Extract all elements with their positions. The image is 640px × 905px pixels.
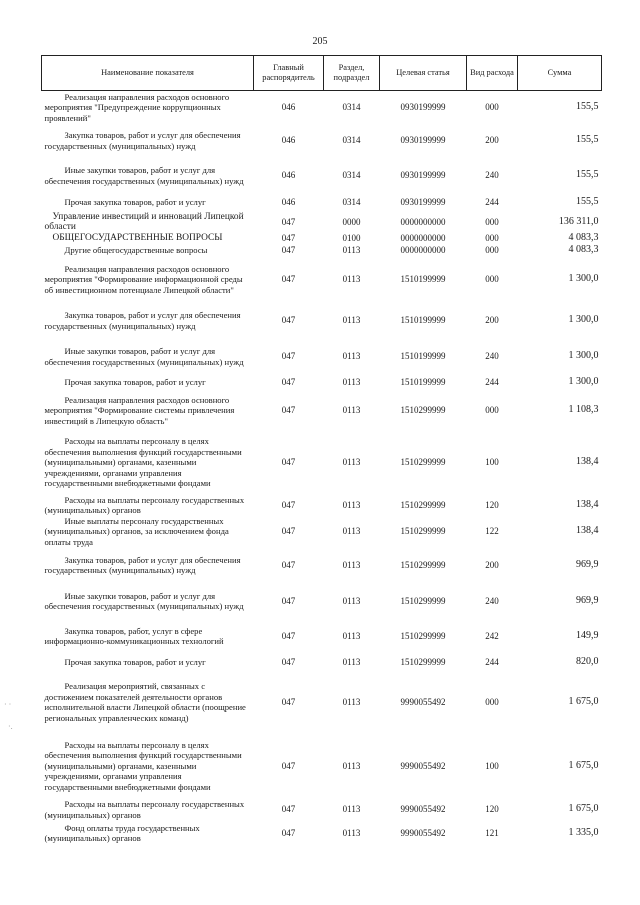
row-target-code: 0000000000	[400, 233, 446, 244]
row-section-code: 0113	[342, 315, 361, 326]
row-sum: 1 675,0	[568, 759, 599, 771]
row-admin-code: 047	[281, 526, 296, 536]
header-admin: Главный распорядитель	[254, 56, 324, 91]
row-sum: 969,9	[576, 558, 599, 570]
row-name: Реализация направления расходов основного мероприятия "Предупреждение коррупционных проявлений"	[44, 91, 230, 123]
row-admin-code: 047	[281, 656, 296, 667]
table-row	[42, 583, 602, 619]
table-row	[42, 245, 602, 257]
row-section-code: 0113	[342, 274, 361, 285]
row-admin-code: 047	[281, 216, 296, 227]
row-name: Прочая закупка товаров, работ и услуг	[64, 377, 206, 388]
row-section-code: 0113	[342, 696, 361, 707]
row-sum: 155,5	[576, 134, 599, 146]
row-target-code: 0930199999	[400, 135, 446, 146]
row-admin-code: 047	[281, 233, 296, 244]
row-target-code: 1510299999	[400, 630, 446, 641]
row-name: Расходы на выплаты персоналу в целях обеспечения выполнения функций государственными (муниципальными) органами, казенными учреждениями, органами управления государственными внебюджетными фондами	[44, 739, 242, 792]
table-row	[42, 431, 602, 495]
row-target-code: 1510199999	[400, 315, 446, 326]
row-target-code: 9990055492	[400, 760, 446, 771]
row-admin-code: 047	[281, 827, 296, 838]
row-expense-type: 244	[485, 377, 499, 388]
table-row	[42, 733, 602, 799]
scan-artifact: · ·	[4, 700, 12, 709]
row-section-code: 0100	[342, 233, 361, 244]
row-sum: 1 675,0	[568, 695, 599, 707]
table-row	[42, 495, 602, 516]
table-row	[42, 547, 602, 583]
row-target-code: 0930199999	[400, 197, 446, 208]
row-expense-type: 200	[485, 315, 499, 326]
row-name: Реализация мероприятий, связанных с достижением показателей деятельности органов исполнительной власти Липецкой области (поощрение региональных управленческих команд)	[44, 681, 246, 723]
row-sum: 1 335,0	[568, 826, 599, 838]
row-expense-type: 200	[485, 559, 499, 570]
row-section-code: 0113	[342, 595, 361, 606]
row-admin-code: 047	[281, 377, 296, 388]
row-sum: 4 083,3	[568, 244, 599, 256]
row-expense-type: 244	[485, 197, 499, 208]
row-expense-type: 000	[485, 696, 499, 707]
row-section-code: 0113	[342, 630, 361, 641]
row-sum: 1 300,0	[568, 376, 599, 388]
row-section-code: 0113	[342, 526, 361, 536]
row-section-code: 0113	[342, 760, 361, 771]
row-expense-type: 000	[485, 405, 499, 416]
row-expense-type: 120	[485, 804, 499, 815]
row-name: Иные выплаты персоналу государственных (муниципальных) органов, за исключением фонда оплаты труда	[44, 515, 229, 547]
row-expense-type: 200	[485, 135, 499, 146]
row-admin-code: 047	[281, 245, 296, 256]
row-expense-type: 120	[485, 499, 499, 510]
row-admin-code: 047	[281, 760, 296, 771]
header-type: Вид расхода	[467, 56, 518, 91]
row-name: Иные закупки товаров, работ и услуг для обеспечения государственных (муниципальных) нужд	[44, 165, 244, 186]
table-row	[42, 516, 602, 548]
header-target: Целевая статья	[380, 56, 467, 91]
row-admin-code: 047	[281, 630, 296, 641]
row-section-code: 0314	[342, 102, 361, 112]
row-sum: 969,9	[576, 594, 599, 606]
table-row	[42, 233, 602, 245]
row-sum: 149,9	[576, 629, 599, 641]
row-admin-code: 046	[281, 170, 296, 181]
row-expense-type: 000	[485, 102, 499, 112]
row-admin-code: 046	[281, 102, 296, 112]
row-section-code: 0113	[342, 827, 361, 838]
row-expense-type: 240	[485, 351, 499, 362]
row-target-code: 9990055492	[400, 696, 446, 707]
row-target-code: 1510299999	[400, 526, 446, 536]
row-name: Прочая закупка товаров, работ и услуг	[64, 197, 206, 208]
table-row	[42, 212, 602, 233]
row-sum: 138,4	[576, 498, 599, 510]
row-name: Закупка товаров, работ и услуг для обеспечения государственных (муниципальных) нужд	[44, 310, 241, 331]
table-row	[42, 91, 602, 124]
row-expense-type: 122	[485, 526, 499, 536]
row-expense-type: 242	[485, 630, 499, 641]
row-admin-code: 047	[281, 405, 296, 416]
row-target-code: 0930199999	[400, 170, 446, 181]
row-expense-type: 000	[485, 233, 499, 244]
table-row	[42, 799, 602, 820]
row-section-code: 0113	[342, 405, 361, 416]
row-name: Закупка товаров, работ, услуг в сфере информационно-коммуникационных технологий	[44, 625, 224, 646]
row-expense-type: 000	[485, 216, 499, 227]
table-row	[42, 194, 602, 212]
row-target-code: 1510299999	[400, 656, 446, 667]
table-row	[42, 820, 602, 846]
header-name: Наименование показателя	[42, 56, 254, 91]
row-expense-type: 121	[485, 827, 499, 838]
row-name: Расходы на выплаты персоналу государственных (муниципальных) органов	[44, 494, 245, 515]
table-header	[42, 56, 602, 91]
row-name: Реализация направления расходов основного мероприятия "Формирование системы привлечения инвестиций в Липецкую область"	[44, 394, 235, 426]
row-expense-type: 000	[485, 245, 499, 256]
row-admin-code: 046	[281, 135, 296, 146]
row-sum: 1 300,0	[568, 314, 599, 326]
row-sum: 138,4	[576, 456, 599, 468]
row-expense-type: 240	[485, 595, 499, 606]
row-name: Закупка товаров, работ и услуг для обеспечения государственных (муниципальных) нужд	[44, 130, 241, 151]
row-admin-code: 047	[281, 804, 296, 815]
row-name: Расходы на выплаты персоналу в целях обеспечения выполнения функций государственными (муниципальными) органами, казенными учреждениями, органами управления государственными внебюджетными фондами	[44, 436, 242, 489]
row-sum: 1 108,3	[568, 404, 599, 416]
row-name: Расходы на выплаты персоналу государственных (муниципальных) органов	[44, 799, 245, 820]
row-name: Иные закупки товаров, работ и услуг для обеспечения государственных (муниципальных) нужд	[44, 346, 244, 367]
row-admin-code: 047	[281, 274, 296, 285]
table-row	[42, 375, 602, 391]
row-section-code: 0113	[342, 499, 361, 510]
row-expense-type: 000	[485, 274, 499, 285]
row-section-code: 0113	[342, 559, 361, 570]
row-expense-type: 100	[485, 457, 499, 468]
header-sum: Сумма	[518, 56, 602, 91]
row-target-code: 1510299999	[400, 499, 446, 510]
row-sum: 1 300,0	[568, 350, 599, 362]
row-sum: 820,0	[576, 655, 599, 667]
table-row	[42, 303, 602, 339]
row-section-code: 0000	[342, 216, 361, 227]
header-section: Раздел, подраздел	[324, 56, 380, 91]
row-target-code: 1510199999	[400, 377, 446, 388]
row-section-code: 0113	[342, 457, 361, 468]
row-section-code: 0314	[342, 170, 361, 181]
row-section-code: 0113	[342, 377, 361, 388]
row-admin-code: 047	[281, 499, 296, 510]
table-row	[42, 391, 602, 431]
row-sum: 4 083,3	[568, 232, 599, 244]
row-name: ОБЩЕГОСУДАРСТВЕННЫЕ ВОПРОСЫ	[52, 233, 223, 244]
row-sum: 155,5	[576, 196, 599, 208]
row-sum: 1 300,0	[568, 273, 599, 285]
table-row	[42, 671, 602, 733]
row-name: Прочая закупка товаров, работ и услуг	[64, 656, 206, 667]
row-section-code: 0113	[342, 804, 361, 815]
row-sum: 155,5	[576, 169, 599, 181]
row-section-code: 0314	[342, 197, 361, 208]
row-target-code: 1510199999	[400, 274, 446, 285]
row-admin-code: 047	[281, 696, 296, 707]
row-target-code: 1510299999	[400, 457, 446, 468]
row-target-code: 1510199999	[400, 351, 446, 362]
row-section-code: 0113	[342, 351, 361, 362]
row-target-code: 1510299999	[400, 559, 446, 570]
row-name: Иные закупки товаров, работ и услуг для обеспечения государственных (муниципальных) нужд	[44, 590, 244, 611]
row-admin-code: 047	[281, 351, 296, 362]
row-target-code: 9990055492	[400, 804, 446, 815]
row-expense-type: 244	[485, 656, 499, 667]
row-target-code: 0930199999	[400, 102, 446, 112]
row-admin-code: 047	[281, 595, 296, 606]
row-target-code: 0000000000	[400, 216, 446, 227]
row-name: Закупка товаров, работ и услуг для обеспечения государственных (муниципальных) нужд	[44, 554, 241, 575]
row-name: Управление инвестиций и инноваций Липецкой области	[44, 211, 244, 232]
row-name: Другие общегосударственные вопросы	[64, 245, 208, 256]
row-target-code: 0000000000	[400, 245, 446, 256]
table-body	[42, 91, 602, 847]
row-admin-code: 047	[281, 559, 296, 570]
row-sum: 136 311,0	[558, 215, 599, 227]
row-section-code: 0113	[342, 245, 361, 256]
row-sum: 155,5	[576, 101, 599, 112]
row-target-code: 1510299999	[400, 405, 446, 416]
page-number: 205	[312, 36, 328, 47]
row-expense-type: 240	[485, 170, 499, 181]
row-name: Реализация направления расходов основного мероприятия "Формирование информационной среды об инвестиционном потенциале Липецкой области"	[44, 263, 243, 295]
row-admin-code: 046	[281, 197, 296, 208]
row-admin-code: 047	[281, 315, 296, 326]
budget-table	[41, 55, 602, 846]
row-name: Фонд оплаты труда государственных (муниципальных) органов	[44, 822, 200, 843]
scan-artifact: ·.	[8, 722, 13, 731]
table-row	[42, 653, 602, 671]
row-target-code: 1510299999	[400, 595, 446, 606]
row-sum: 138,4	[576, 525, 599, 536]
row-section-code: 0314	[342, 135, 361, 146]
row-target-code: 9990055492	[400, 827, 446, 838]
table-row	[42, 158, 602, 194]
row-admin-code: 047	[281, 457, 296, 468]
row-expense-type: 100	[485, 760, 499, 771]
table-row	[42, 339, 602, 375]
row-sum: 1 675,0	[568, 803, 599, 815]
row-section-code: 0113	[342, 656, 361, 667]
table-row	[42, 619, 602, 653]
table-row	[42, 257, 602, 303]
table-row	[42, 124, 602, 158]
